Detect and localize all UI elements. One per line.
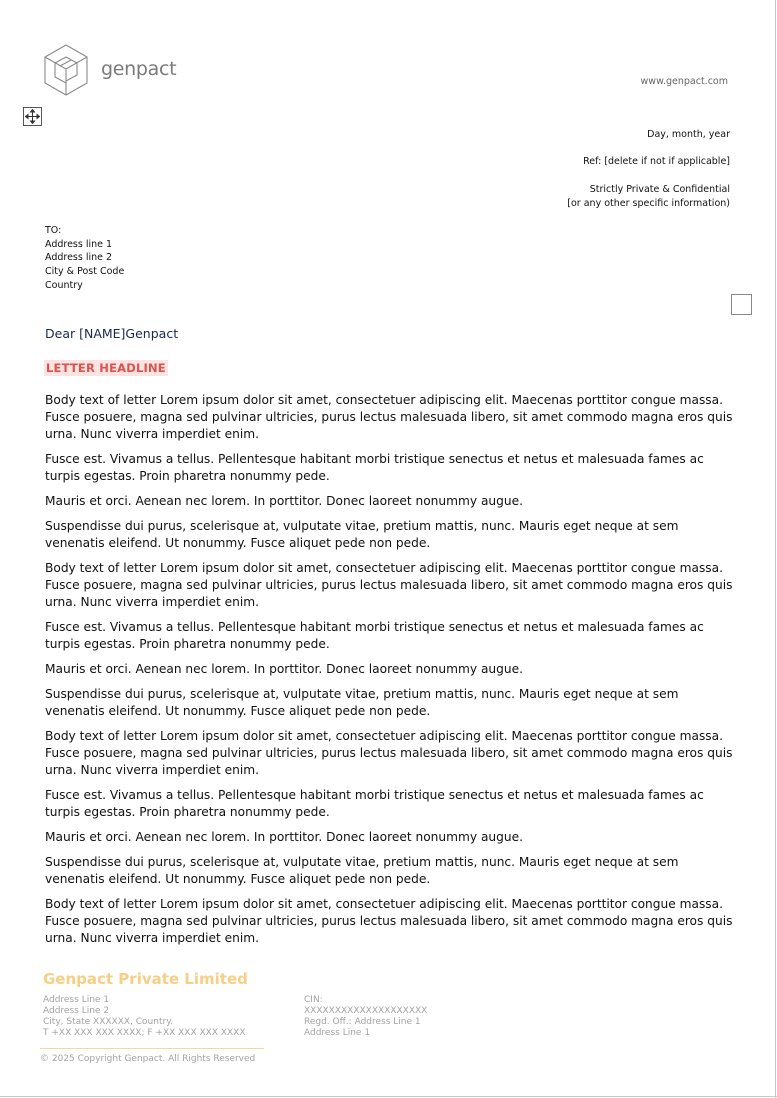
page-bottom-edge xyxy=(0,1096,777,1097)
paragraph: Fusce est. Vivamus a tellus. Pellentesque habitant morbi tristique senectus et netus et malesuada fames ac turpis egestas. Proin pharetra nonummy pede. xyxy=(45,620,704,651)
address-country: Country xyxy=(45,279,83,291)
move-arrows-icon xyxy=(25,109,40,124)
paragraph: Body text of letter Lorem ipsum dolor sit amet, consectetuer adipiscing elit. Maecenas porttitor congue massa. Fusce posuere, magna sed pulvinar ultricies, purus lectus malesuada libero, sit amet commodo magna eros quis urna. Nunc viverra imperdiet enim. xyxy=(45,897,733,945)
paragraph: Fusce est. Vivamus a tellus. Pellentesque habitant morbi tristique senectus et netus et malesuada fames ac turpis egestas. Proin pharetra nonummy pede. xyxy=(45,452,704,483)
address-line-2: Address line 2 xyxy=(45,252,113,264)
footer-regd-line: Address Line 1 xyxy=(304,1028,371,1038)
address-line-1: Address line 1 xyxy=(45,238,113,250)
footer-address xyxy=(43,995,246,1039)
website-url: www.genpact.com xyxy=(640,76,728,87)
footer-address-line-2: Address Line 2 xyxy=(43,1006,110,1016)
confidentiality-block xyxy=(567,183,730,211)
other-info-label: [or any other specific information) xyxy=(567,198,730,209)
genpact-cube-icon xyxy=(43,43,91,101)
footer-address-line-1: Address Line 1 xyxy=(43,995,110,1005)
footer-company-name: Genpact Private Limited xyxy=(43,970,248,988)
paragraph: Suspendisse dui purus, scelerisque at, vulputate vitae, pretium mattis, nunc. Mauris eget neque at sem venenatis eleifend. Ut nonummy. Fusce aliquet pede non pede. xyxy=(45,855,679,886)
table-move-handle[interactable] xyxy=(23,107,42,126)
paragraph: Mauris et orci. Aenean nec lorem. In porttitor. Donec laoreet nonummy augue. xyxy=(45,662,523,676)
paragraph: Body text of letter Lorem ipsum dolor sit amet, consectetuer adipiscing elit. Maecenas porttitor congue massa. Fusce posuere, magna sed pulvinar ultricies, purus lectus malesuada libero, sit amet commodo magna eros quis urna. Nunc viverra imperdiet enim. xyxy=(45,393,733,441)
paragraph: Suspendisse dui purus, scelerisque at, vulputate vitae, pretium mattis, nunc. Mauris eget neque at sem venenatis eleifend. Ut nonummy. Fusce aliquet pede non pede. xyxy=(45,519,679,550)
genpact-logo xyxy=(43,43,183,101)
letter-headline: LETTER HEADLINE xyxy=(46,361,166,375)
brand-name: genpact xyxy=(101,58,177,80)
paragraph: Mauris et orci. Aenean nec lorem. In porttitor. Donec laoreet nonummy augue. xyxy=(45,494,523,508)
address-city: City & Post Code xyxy=(45,266,125,278)
paragraph: Body text of letter Lorem ipsum dolor sit amet, consectetuer adipiscing elit. Maecenas porttitor congue massa. Fusce posuere, magna sed pulvinar ultricies, purus lectus malesuada libero, sit amet commodo magna eros quis urna. Nunc viverra imperdiet enim. xyxy=(45,729,733,777)
letter-body xyxy=(45,392,733,955)
footer-regd-office: Regd. Off.: Address Line 1 xyxy=(304,1017,421,1027)
footer-cin-label: CIN: xyxy=(304,995,323,1005)
recipient-address xyxy=(45,224,124,293)
paragraph: Suspendisse dui purus, scelerisque at, vulputate vitae, pretium mattis, nunc. Mauris eget neque at sem venenatis eleifend. Ut nonummy. Fusce aliquet pede non pede. xyxy=(45,687,679,718)
salutation: Dear [NAME]Genpact xyxy=(45,326,179,341)
paragraph: Body text of letter Lorem ipsum dolor sit amet, consectetuer adipiscing elit. Maecenas porttitor congue massa. Fusce posuere, magna sed pulvinar ultricies, purus lectus malesuada libero, sit amet commodo magna eros quis urna. Nunc viverra imperdiet enim. xyxy=(45,561,733,609)
footer-divider xyxy=(40,1048,264,1049)
page-right-edge xyxy=(775,0,776,1098)
footer-phone-fax: T +XX XXX XXX XXXX; F +XX XXX XXX XXXX xyxy=(43,1028,246,1038)
copyright-notice: © 2025 Copyright Genpact. All Rights Reserved xyxy=(40,1054,256,1064)
content-control-box[interactable] xyxy=(731,294,752,315)
letter-date: Day, month, year xyxy=(647,129,730,140)
footer-cin-value: XXXXXXXXXXXXXXXXXXXX xyxy=(304,1006,428,1016)
paragraph: Mauris et orci. Aenean nec lorem. In porttitor. Donec laoreet nonummy augue. xyxy=(45,830,523,844)
footer-registration xyxy=(304,995,427,1039)
reference-line: Ref: [delete if not if applicable] xyxy=(583,156,730,167)
footer-city-state: City, State XXXXXX, Country. xyxy=(43,1017,174,1027)
confidential-label: Strictly Private & Confidential xyxy=(589,184,730,195)
paragraph: Fusce est. Vivamus a tellus. Pellentesque habitant morbi tristique senectus et netus et malesuada fames ac turpis egestas. Proin pharetra nonummy pede. xyxy=(45,788,704,819)
address-to: TO: xyxy=(45,225,62,236)
